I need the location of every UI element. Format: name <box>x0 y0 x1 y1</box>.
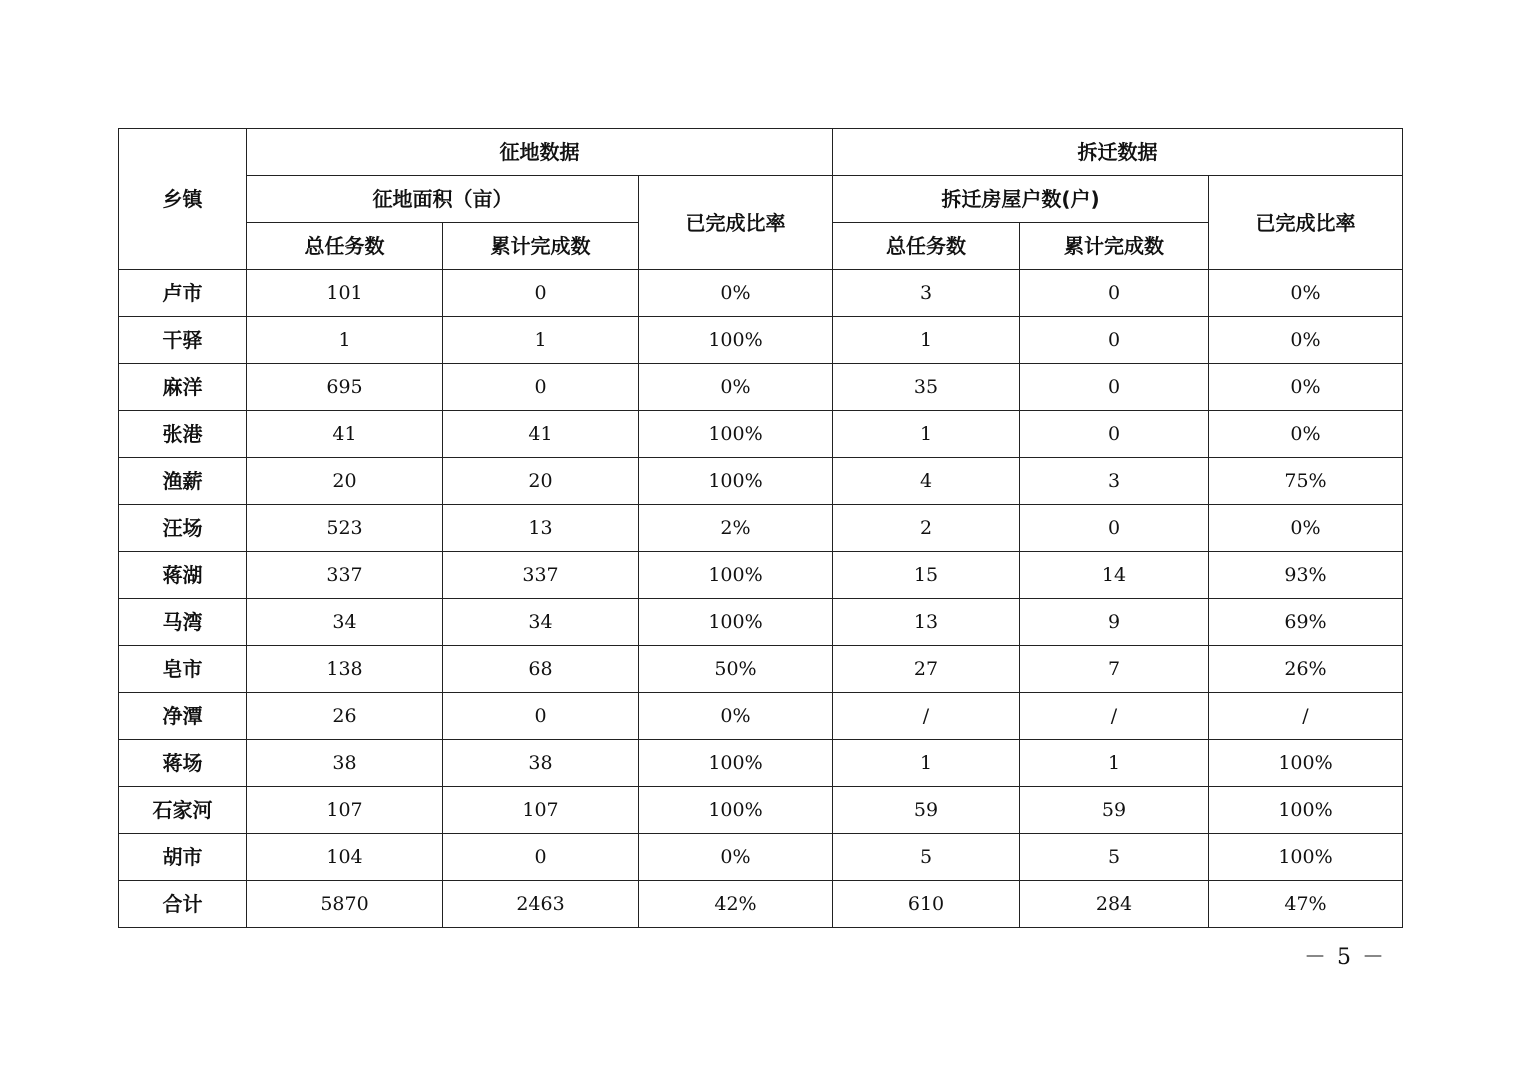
land-rate-cell: 100% <box>639 740 833 787</box>
land-done-cell: 41 <box>443 411 639 458</box>
land-rate-cell: 42% <box>639 881 833 928</box>
land-total-cell: 26 <box>247 693 443 740</box>
table-row <box>119 834 1403 881</box>
house-total-cell: 1 <box>833 317 1020 364</box>
house-done-cell: 284 <box>1020 881 1209 928</box>
house-rate-cell: 100% <box>1209 787 1403 834</box>
land-rate-cell: 0% <box>639 834 833 881</box>
house-done-cell: 7 <box>1020 646 1209 693</box>
house-total-cell: / <box>833 693 1020 740</box>
table-header <box>119 129 1403 270</box>
land-done-cell: 0 <box>443 270 639 317</box>
house-rate-cell: 0% <box>1209 505 1403 552</box>
house-rate-cell: 47% <box>1209 881 1403 928</box>
table-row <box>119 787 1403 834</box>
header-land-rate: 已完成比率 <box>639 176 833 270</box>
land-rate-cell: 0% <box>639 270 833 317</box>
house-total-cell: 35 <box>833 364 1020 411</box>
town-cell: 净潭 <box>119 693 247 740</box>
house-total-cell: 2 <box>833 505 1020 552</box>
land-total-cell: 20 <box>247 458 443 505</box>
land-rate-cell: 100% <box>639 458 833 505</box>
house-rate-cell: / <box>1209 693 1403 740</box>
house-total-cell: 13 <box>833 599 1020 646</box>
house-done-cell: 0 <box>1020 270 1209 317</box>
town-cell: 卢市 <box>119 270 247 317</box>
table-row <box>119 505 1403 552</box>
house-done-cell: / <box>1020 693 1209 740</box>
town-cell: 石家河 <box>119 787 247 834</box>
house-rate-cell: 26% <box>1209 646 1403 693</box>
town-cell: 马湾 <box>119 599 247 646</box>
land-total-cell: 34 <box>247 599 443 646</box>
header-house-done: 累计完成数 <box>1020 223 1209 270</box>
house-done-cell: 0 <box>1020 411 1209 458</box>
header-houses: 拆迁房屋户数(户) <box>833 176 1209 223</box>
house-rate-cell: 100% <box>1209 834 1403 881</box>
header-house-total: 总任务数 <box>833 223 1020 270</box>
house-rate-cell: 75% <box>1209 458 1403 505</box>
header-land-total: 总任务数 <box>247 223 443 270</box>
land-total-cell: 695 <box>247 364 443 411</box>
header-row-1 <box>119 129 1403 176</box>
table-row <box>119 364 1403 411</box>
land-rate-cell: 100% <box>639 411 833 458</box>
town-cell: 胡市 <box>119 834 247 881</box>
house-done-cell: 14 <box>1020 552 1209 599</box>
table-total-row <box>119 881 1403 928</box>
town-cell: 蒋湖 <box>119 552 247 599</box>
table-row <box>119 270 1403 317</box>
header-land-group: 征地数据 <box>247 129 833 176</box>
house-total-cell: 4 <box>833 458 1020 505</box>
land-done-cell: 20 <box>443 458 639 505</box>
town-cell: 麻洋 <box>119 364 247 411</box>
land-rate-cell: 100% <box>639 599 833 646</box>
house-total-cell: 1 <box>833 411 1020 458</box>
table-row <box>119 693 1403 740</box>
header-demolition-group: 拆迁数据 <box>833 129 1403 176</box>
house-done-cell: 59 <box>1020 787 1209 834</box>
table-row <box>119 599 1403 646</box>
land-done-cell: 13 <box>443 505 639 552</box>
land-rate-cell: 2% <box>639 505 833 552</box>
table-body <box>119 270 1403 928</box>
table-row <box>119 740 1403 787</box>
house-done-cell: 0 <box>1020 317 1209 364</box>
page-number: － 5 － <box>1304 945 1386 970</box>
house-rate-cell: 100% <box>1209 740 1403 787</box>
house-rate-cell: 0% <box>1209 317 1403 364</box>
land-total-cell: 1 <box>247 317 443 364</box>
land-rate-cell: 0% <box>639 364 833 411</box>
table-row <box>119 552 1403 599</box>
land-done-cell: 34 <box>443 599 639 646</box>
land-total-cell: 337 <box>247 552 443 599</box>
land-done-cell: 2463 <box>443 881 639 928</box>
land-done-cell: 1 <box>443 317 639 364</box>
house-total-cell: 5 <box>833 834 1020 881</box>
land-total-cell: 138 <box>247 646 443 693</box>
land-rate-cell: 100% <box>639 787 833 834</box>
land-rate-cell: 100% <box>639 317 833 364</box>
house-done-cell: 9 <box>1020 599 1209 646</box>
town-cell: 张港 <box>119 411 247 458</box>
house-done-cell: 1 <box>1020 740 1209 787</box>
land-total-cell: 107 <box>247 787 443 834</box>
table-row <box>119 646 1403 693</box>
land-rate-cell: 50% <box>639 646 833 693</box>
land-done-cell: 0 <box>443 693 639 740</box>
house-total-cell: 610 <box>833 881 1020 928</box>
town-cell: 合计 <box>119 881 247 928</box>
land-total-cell: 101 <box>247 270 443 317</box>
town-cell: 汪场 <box>119 505 247 552</box>
house-total-cell: 27 <box>833 646 1020 693</box>
town-cell: 渔薪 <box>119 458 247 505</box>
house-total-cell: 59 <box>833 787 1020 834</box>
land-total-cell: 38 <box>247 740 443 787</box>
house-rate-cell: 69% <box>1209 599 1403 646</box>
house-rate-cell: 0% <box>1209 270 1403 317</box>
house-done-cell: 5 <box>1020 834 1209 881</box>
house-rate-cell: 0% <box>1209 364 1403 411</box>
land-done-cell: 107 <box>443 787 639 834</box>
land-total-cell: 5870 <box>247 881 443 928</box>
header-land-done: 累计完成数 <box>443 223 639 270</box>
land-total-cell: 523 <box>247 505 443 552</box>
header-land-area: 征地面积（亩） <box>247 176 639 223</box>
town-cell: 皂市 <box>119 646 247 693</box>
header-row-2 <box>119 176 1403 223</box>
house-done-cell: 0 <box>1020 505 1209 552</box>
land-total-cell: 104 <box>247 834 443 881</box>
land-done-cell: 38 <box>443 740 639 787</box>
land-done-cell: 0 <box>443 834 639 881</box>
land-total-cell: 41 <box>247 411 443 458</box>
table-row <box>119 317 1403 364</box>
house-done-cell: 3 <box>1020 458 1209 505</box>
land-done-cell: 68 <box>443 646 639 693</box>
table-row <box>119 458 1403 505</box>
house-total-cell: 3 <box>833 270 1020 317</box>
town-cell: 干驿 <box>119 317 247 364</box>
house-done-cell: 0 <box>1020 364 1209 411</box>
house-rate-cell: 93% <box>1209 552 1403 599</box>
land-rate-cell: 100% <box>639 552 833 599</box>
land-demolition-table <box>118 128 1403 928</box>
table-row <box>119 411 1403 458</box>
land-rate-cell: 0% <box>639 693 833 740</box>
land-done-cell: 0 <box>443 364 639 411</box>
header-town: 乡镇 <box>119 129 247 270</box>
house-total-cell: 1 <box>833 740 1020 787</box>
land-done-cell: 337 <box>443 552 639 599</box>
house-total-cell: 15 <box>833 552 1020 599</box>
header-house-rate: 已完成比率 <box>1209 176 1403 270</box>
house-rate-cell: 0% <box>1209 411 1403 458</box>
town-cell: 蒋场 <box>119 740 247 787</box>
